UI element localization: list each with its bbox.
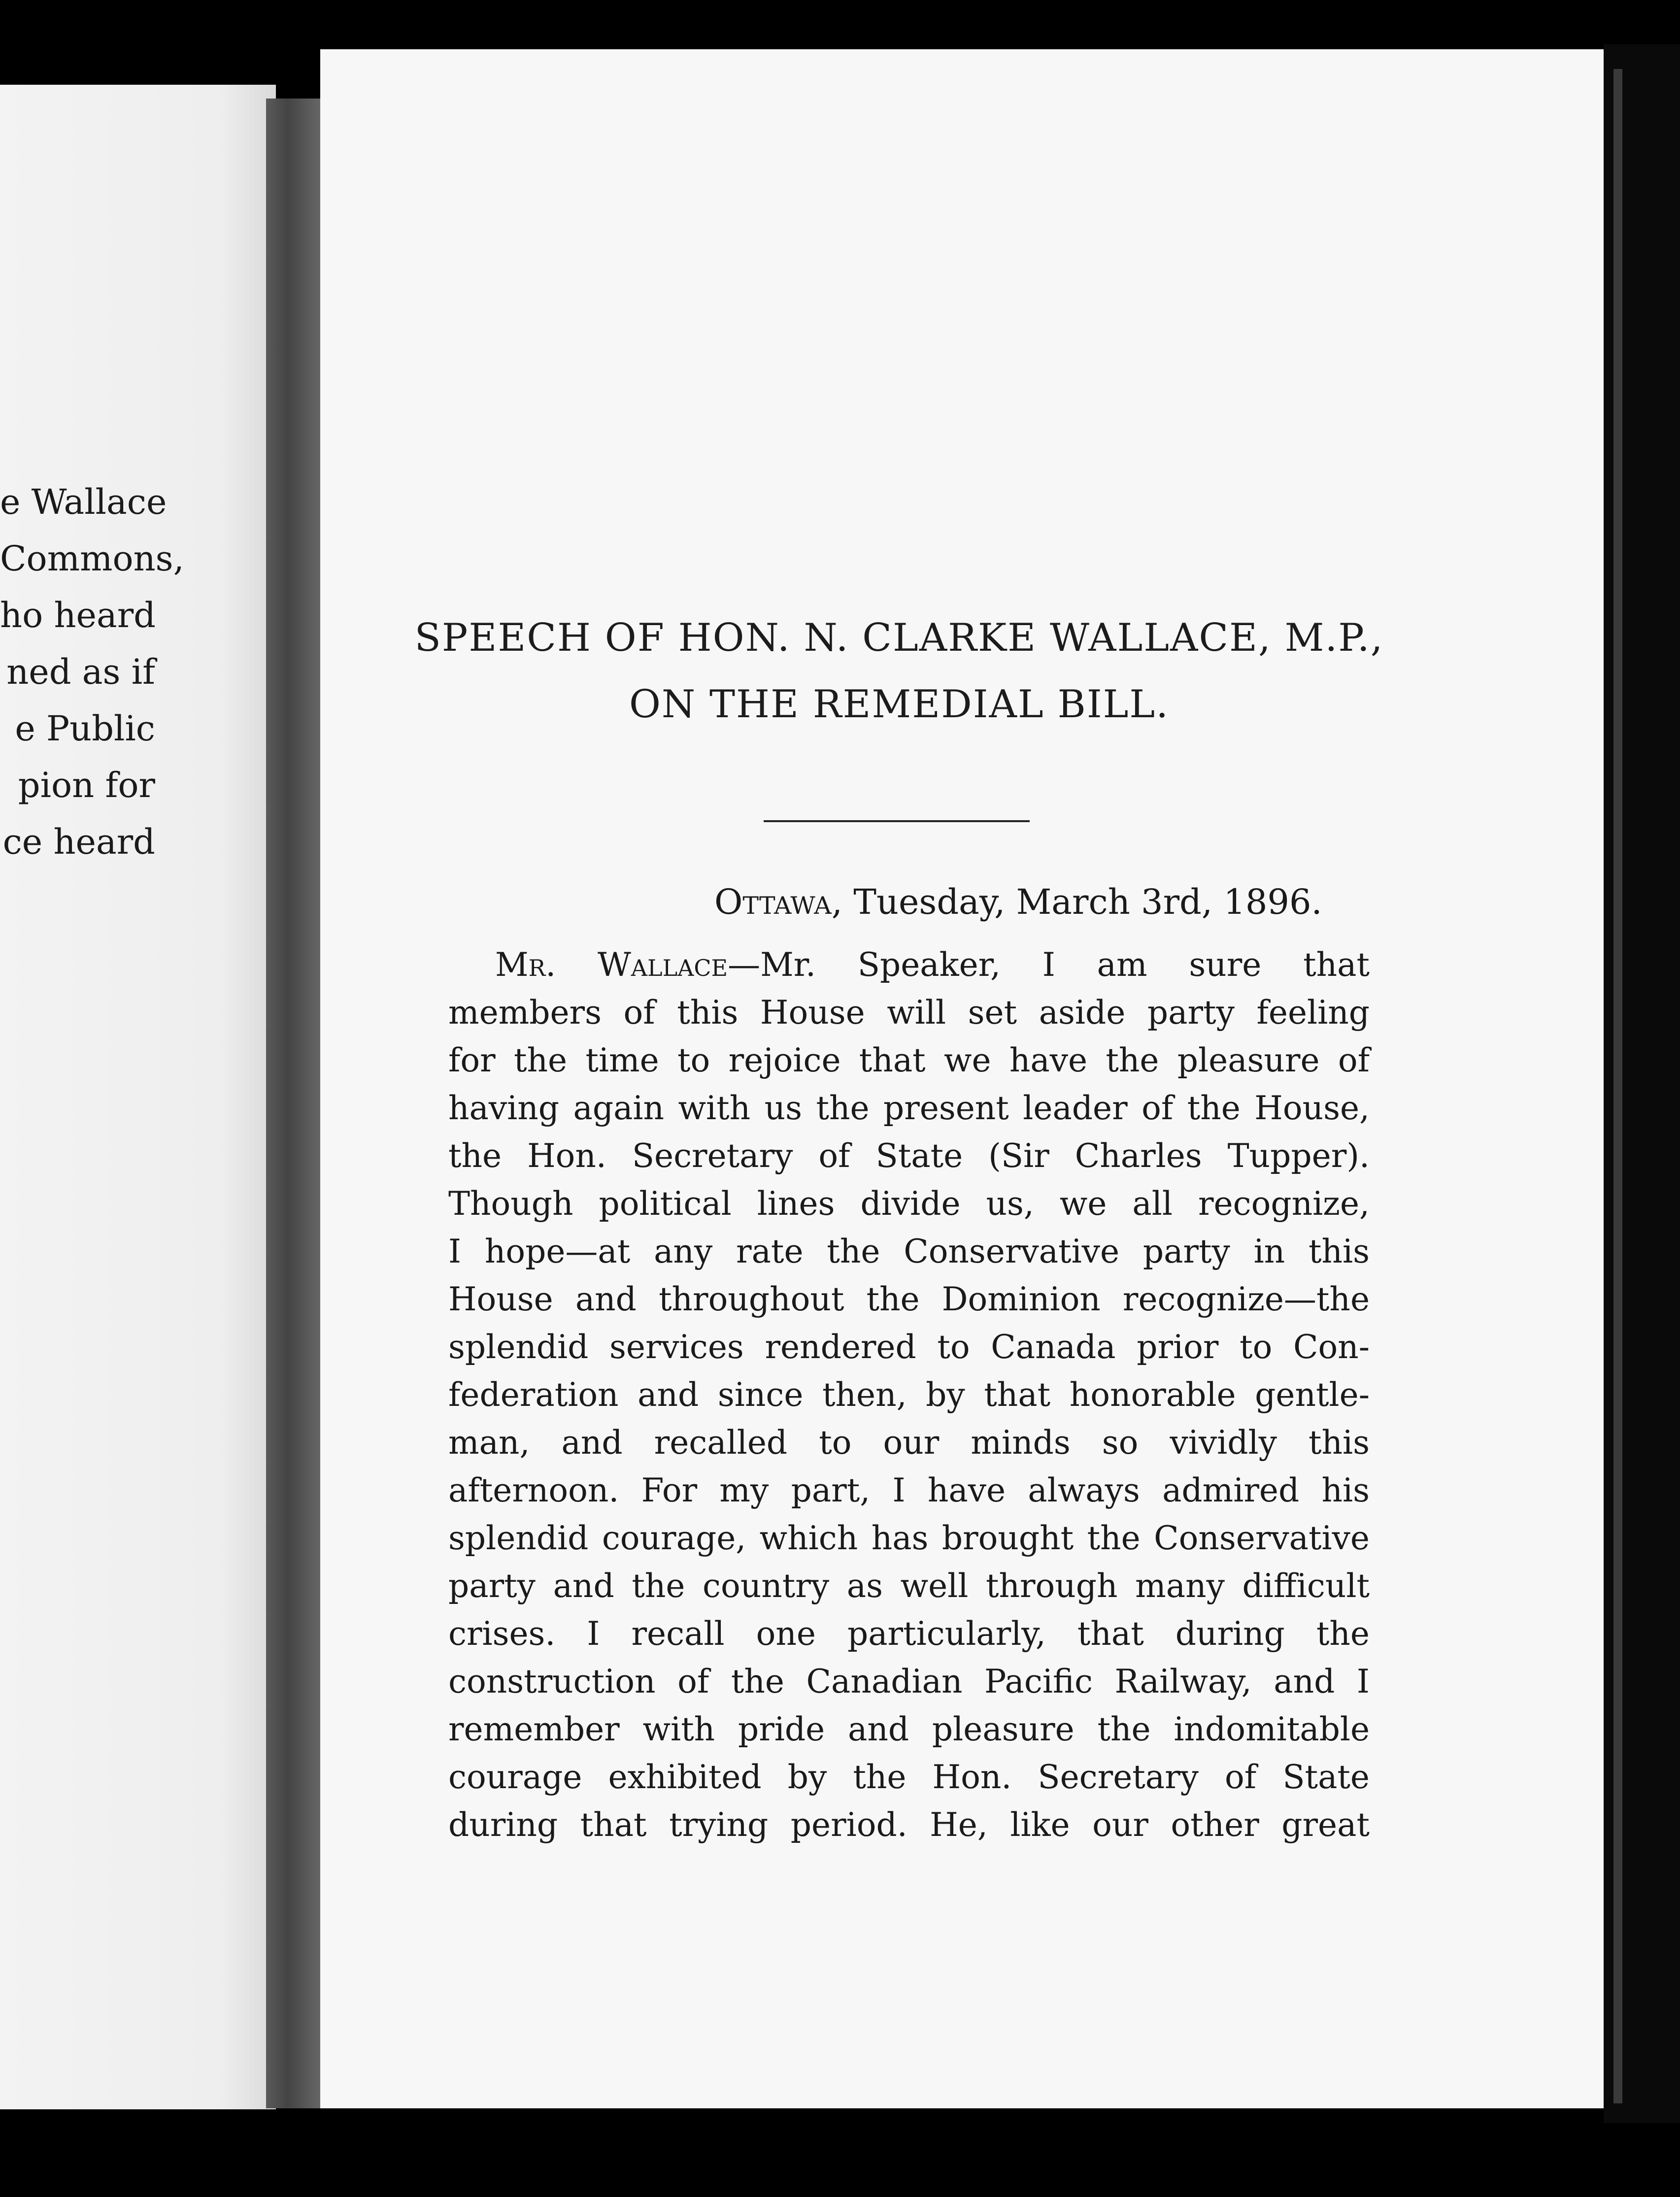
left-line: ce heard bbox=[2, 822, 155, 862]
book-gutter bbox=[266, 99, 320, 2108]
left-line: pion for bbox=[18, 765, 155, 805]
body-line: the Hon. Secretary of State (Sir Charles Tupper). bbox=[448, 1137, 1370, 1175]
body-line: man, and recalled to our minds so vividly this bbox=[448, 1424, 1370, 1462]
left-line: ned as if bbox=[6, 652, 155, 692]
speaker-name: Mr. Wallace bbox=[495, 946, 728, 984]
dateline bbox=[714, 882, 1322, 922]
body-line: Though political lines divide us, we all recognize, bbox=[448, 1185, 1370, 1223]
body-line: construction of the Canadian Pacific Railway, and I bbox=[448, 1663, 1370, 1700]
body-line: crises. I recall one particularly, that during the bbox=[448, 1615, 1370, 1653]
left-line: e Wallace bbox=[0, 482, 167, 522]
left-line: ho heard bbox=[0, 595, 156, 635]
body-line: splendid courage, which has brought the Conservative bbox=[448, 1519, 1370, 1557]
body-line: afternoon. For my part, I have always admired his bbox=[448, 1471, 1370, 1509]
body-line: splendid services rendered to Canada prior to Con- bbox=[448, 1328, 1370, 1366]
dateline-date: , Tuesday, March 3rd, 1896. bbox=[831, 882, 1322, 922]
title-rule bbox=[764, 820, 1030, 822]
body-line: House and throughout the Dominion recognize—the bbox=[448, 1280, 1370, 1318]
left-page-text bbox=[0, 474, 184, 870]
body-line: for the time to rejoice that we have the pleasure of bbox=[448, 1041, 1370, 1079]
body-line: having again with us the present leader of the House, bbox=[448, 1089, 1370, 1127]
body-line: during that trying period. He, like our other great bbox=[448, 1806, 1370, 1844]
opening-text: —Mr. Speaker, I am sure that bbox=[728, 946, 1370, 984]
speech-title: SPEECH OF HON. N. CLARKE WALLACE, M.P., bbox=[414, 616, 1384, 660]
body-line: remember with pride and pleasure the indomitable bbox=[448, 1710, 1370, 1748]
body-line: I hope—at any rate the Conservative party in this bbox=[448, 1232, 1370, 1270]
body-line-first bbox=[448, 941, 1370, 989]
body-line: members of this House will set aside party feeling bbox=[448, 994, 1370, 1032]
left-line: Commons, bbox=[0, 538, 184, 579]
dateline-place: Ottawa bbox=[714, 882, 832, 922]
left-line: e Public bbox=[15, 708, 155, 749]
body-line: party and the country as well through many difficult bbox=[448, 1567, 1370, 1605]
speech-subtitle: ON THE REMEDIAL BILL. bbox=[629, 682, 1170, 727]
spine-highlight bbox=[1613, 69, 1622, 2103]
body-line: courage exhibited by the Hon. Secretary of State bbox=[448, 1758, 1370, 1796]
left-page bbox=[0, 85, 276, 2109]
speech-body bbox=[448, 941, 1370, 1849]
body-line: federation and since then, by that honorable gentle- bbox=[448, 1376, 1370, 1414]
right-page bbox=[320, 49, 1606, 2108]
